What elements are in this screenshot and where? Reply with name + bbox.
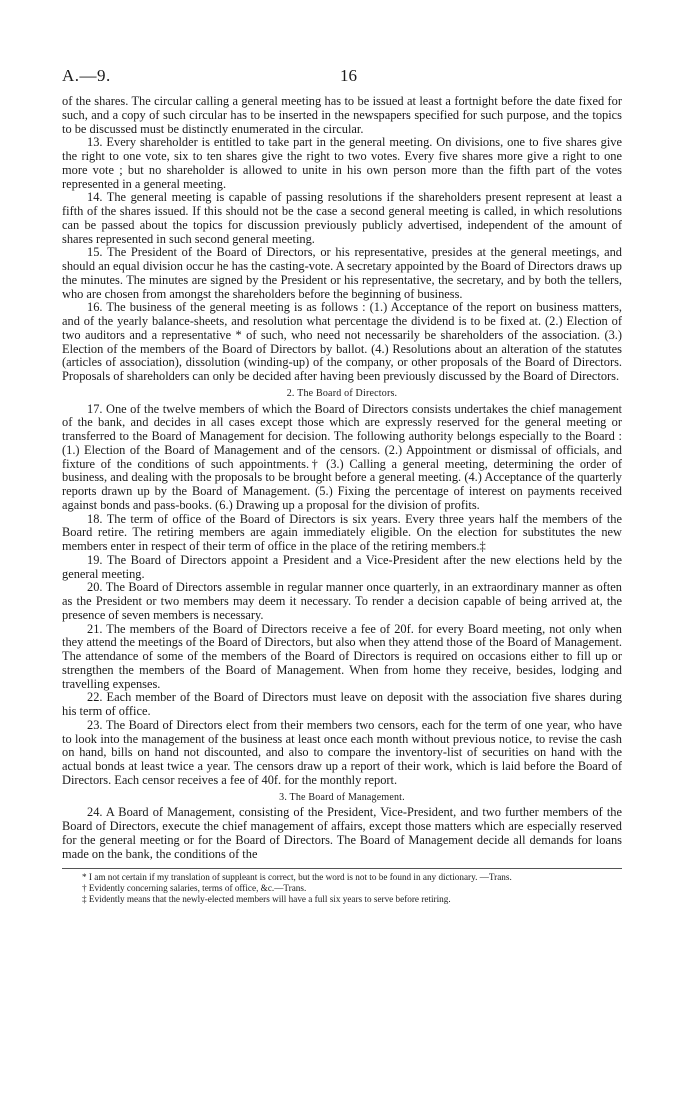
footnote-asterisk: * I am not certain if my translation of suppleant is correct, but the word is not to be found in any dictionary. —Trans.	[82, 872, 512, 883]
document-reference: A.—9.	[62, 66, 111, 85]
paragraph-20: 20. The Board of Directors assemble in regular manner once quarterly, in an extraordinary manner as often as the President or two members may deem it necessary. To render a decision capable of being arrived at, the presence of seven members is necessary.	[62, 580, 622, 622]
paragraph-19: 19. The Board of Directors appoint a President and a Vice-President after the new elections held by the general meeting.	[62, 552, 622, 581]
page-number: 16	[340, 66, 357, 85]
paragraph-23: 23. The Board of Directors elect from their members two censors, each for the term of one year, who have to look into the management of the business at least once each month without previous notice, to revise the cash on hand, bills on hand not discounted, and also to compare the inventory-list of securities on hand with the actual bonds at least twice a year. The censors draw up a report of their work, which is laid before the Board of Directors. Each censor receives a fee of 40f. for the monthly report.	[62, 717, 622, 787]
footnote-dagger: † Evidently concerning salaries, terms of office, &c.—Trans.	[82, 883, 307, 894]
paragraph-18: 18. The term of office of the Board of Directors is six years. Every three years half the members of the Board retire. The retiring members are again immediately eligible. On the election for substitutes the new members enter in respect of their term of office in the place of the retiring members.‡	[62, 511, 622, 553]
paragraph-15: 15. The President of the Board of Directors, or his representative, presides at the general meetings, and should an equal division occur he has the casting-vote. A secretary appointed by the Board of Directors draws up the minutes. The minutes are signed by the President or his representative, the secretary, and by both the tellers, who are chosen from amongst the shareholders before the beginning of business.	[62, 245, 622, 301]
paragraph-17: 17. One of the twelve members of which the Board of Directors consists undertakes the chief management of the bank, and decides in all cases except those which are expressly reserved for the general meeting or transferred to the Board of Management for decision. The following authority belongs especially to the Board : (1.) Election of the Board of Management and of the censors. (2.) Appointment or dismissal of officials, and fixture of the conditions of such appointments.† (3.) Calling a general meeting, determining the order of business, and dealing with the proposals to be brought before a general meeting. (4.) Acceptance of the quarterly reports drawn up by the Board of Management. (5.) Fixing the percentage of interest on payments received against bonds and pass-books. (6.) Drawing up a proposal for the division of profits.	[62, 401, 622, 512]
paragraph-16: 16. The business of the general meeting is as follows : (1.) Acceptance of the report on business matters, and of the yearly balance-sheets, and resolution what percentage the dividend is to be fixed at. (2.) Election of two auditors and a representative * of such, who need not necessarily be shareholders of the association. (3.) Election of the members of the Board of Directors by ballot. (4.) Resolutions about an alteration of the statutes (articles of association), dissolution (winding-up) of the company, or other proposals of the Board of Directors. Proposals of shareholders can only be decided after having been previously discussed by the Board of Directors.	[62, 300, 622, 383]
paragraph-21: 21. The members of the Board of Directors receive a fee of 20f. for every Board meeting, not only when they attend the meetings of the Board of Directors, but also when they attend those of the Board of Management. The attendance of some of the members of the Board of Directors is required on occasions either to fill up or strengthen the members of the Board of Management. When from home they receive, besides, lodging and travelling expenses.	[62, 621, 622, 691]
paragraph-13: 13. Every shareholder is entitled to take part in the general meeting. On divisions, one to five shares give the right to one vote, six to ten shares give the right to two votes. Every five shares more give a right to one more vote ; but no shareholder is allowed to unite in his own person more than the fifth part of the votes represented in a general meeting.	[62, 135, 622, 191]
paragraph-22: 22. Each member of the Board of Directors must leave on deposit with the association five shares during his term of office.	[62, 690, 622, 718]
paragraph-14: 14. The general meeting is capable of passing resolutions if the shareholders present represent at least a fifth of the shares issued. If this should not be the case a second general meeting is called, in which resolutions can be passed about the topics for discussion previously publicly advertised, independent of the amount of shares represented in such second general meeting.	[62, 190, 622, 246]
paragraph-24: 24. A Board of Management, consisting of the President, Vice-President, and two further members of the Board of Directors, execute the chief management of affairs, except those matters which are especially reserved for the general meeting or for the Board of Directors. The Board of Management decide all demands for loans made on the bank, the conditions of the	[62, 805, 622, 861]
section-heading-board-of-directors: 2. The Board of Directors.	[286, 387, 398, 399]
footnote-divider	[62, 868, 622, 869]
document-body	[62, 95, 622, 905]
section-heading-board-of-management: 3. The Board of Management.	[279, 791, 405, 803]
paragraph-continuation: of the shares. The circular calling a general meeting has to be issued at least a fortnight before the date fixed for such, and a copy of such circular has to be inserted in the newspapers specified for such purpose, and the topics to be discussed must be distinctly enumerated in the circular.	[62, 94, 622, 136]
footnote-double-dagger: ‡ Evidently means that the newly-elected members will have a full six years to serve before retiring.	[82, 894, 451, 905]
